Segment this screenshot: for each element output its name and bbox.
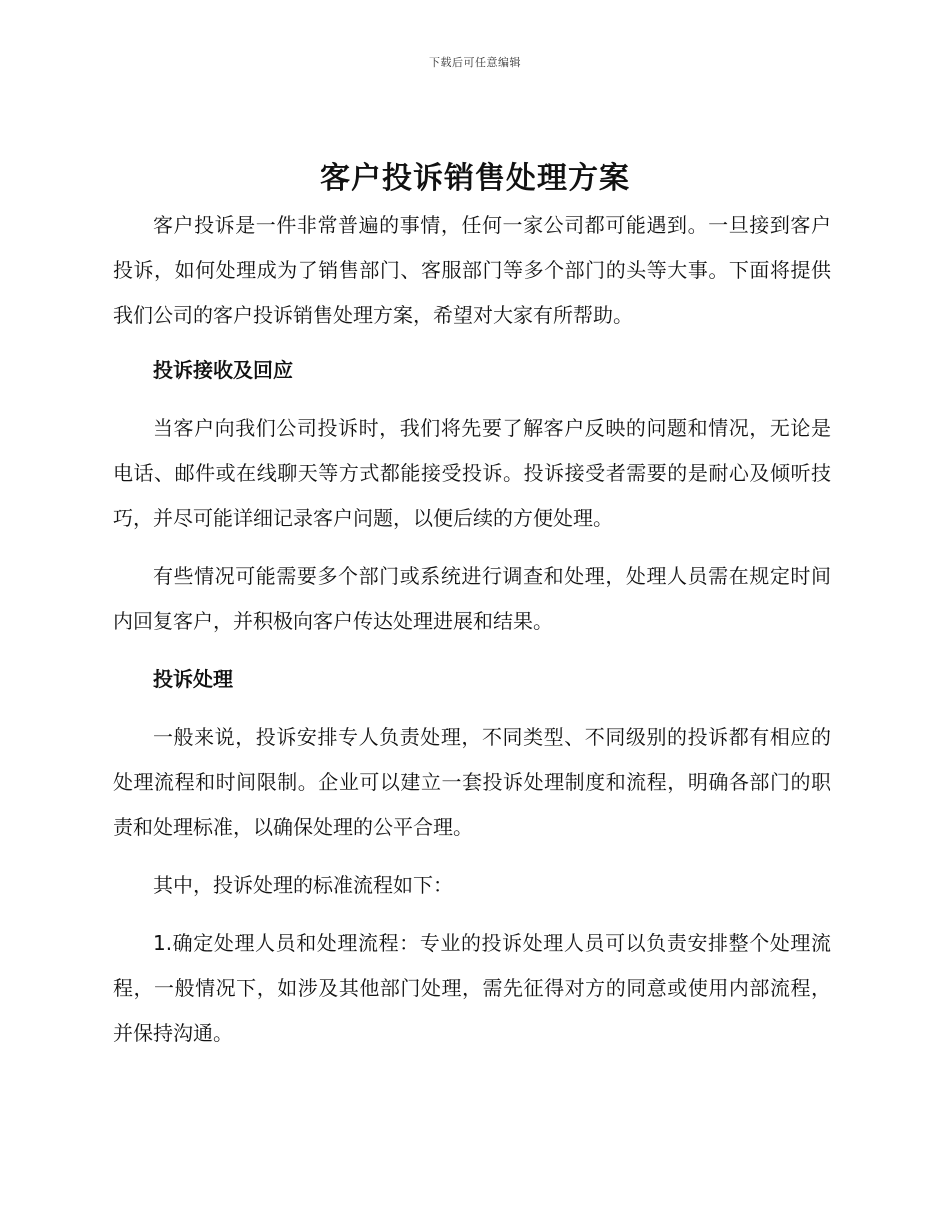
paragraph-receipt-1: 当客户向我们公司投诉时，我们将先要了解客户反映的问题和情况，无论是电话、邮件或在线聊天等方式都能接受投诉。投诉接受者需要的是耐心及倾听技巧，并尽可能详细记录客户问题，以便后续的方便处理。: [113, 416, 831, 530]
paragraph-handling-1: 一般来说，投诉安排专人负责处理，不同类型、不同级别的投诉都有相应的处理流程和时间限制。企业可以建立一套投诉处理制度和流程，明确各部门的职责和处理标准，以确保处理的公平合理。: [113, 725, 831, 839]
section-heading-complaint-receipt: 投诉接收及回应: [153, 358, 293, 382]
document-title: 客户投诉销售处理方案: [320, 161, 630, 196]
paragraph-handling-2: 其中，投诉处理的标准流程如下：: [153, 873, 453, 897]
document-body: [113, 203, 831, 1069]
list-item-1: 1.确定处理人员和处理流程：专业的投诉处理人员可以负责安排整个处理流程，一般情况下，如涉及其他部门处理，需先征得对方的同意或使用内部流程，并保持沟通。: [113, 931, 831, 1045]
header-note: 下载后可任意编辑: [429, 56, 521, 69]
intro-paragraph: 客户投诉是一件非常普遍的事情，任何一家公司都可能遇到。一旦接到客户投诉，如何处理成为了销售部门、客服部门等多个部门的头等大事。下面将提供我们公司的客户投诉销售处理方案，希望对大家有所帮助。: [113, 213, 831, 327]
section-heading-complaint-handling: 投诉处理: [153, 667, 233, 691]
paragraph-receipt-2: 有些情况可能需要多个部门或系统进行调查和处理，处理人员需在规定时间内回复客户，并积极向客户传达处理进展和结果。: [113, 564, 831, 633]
